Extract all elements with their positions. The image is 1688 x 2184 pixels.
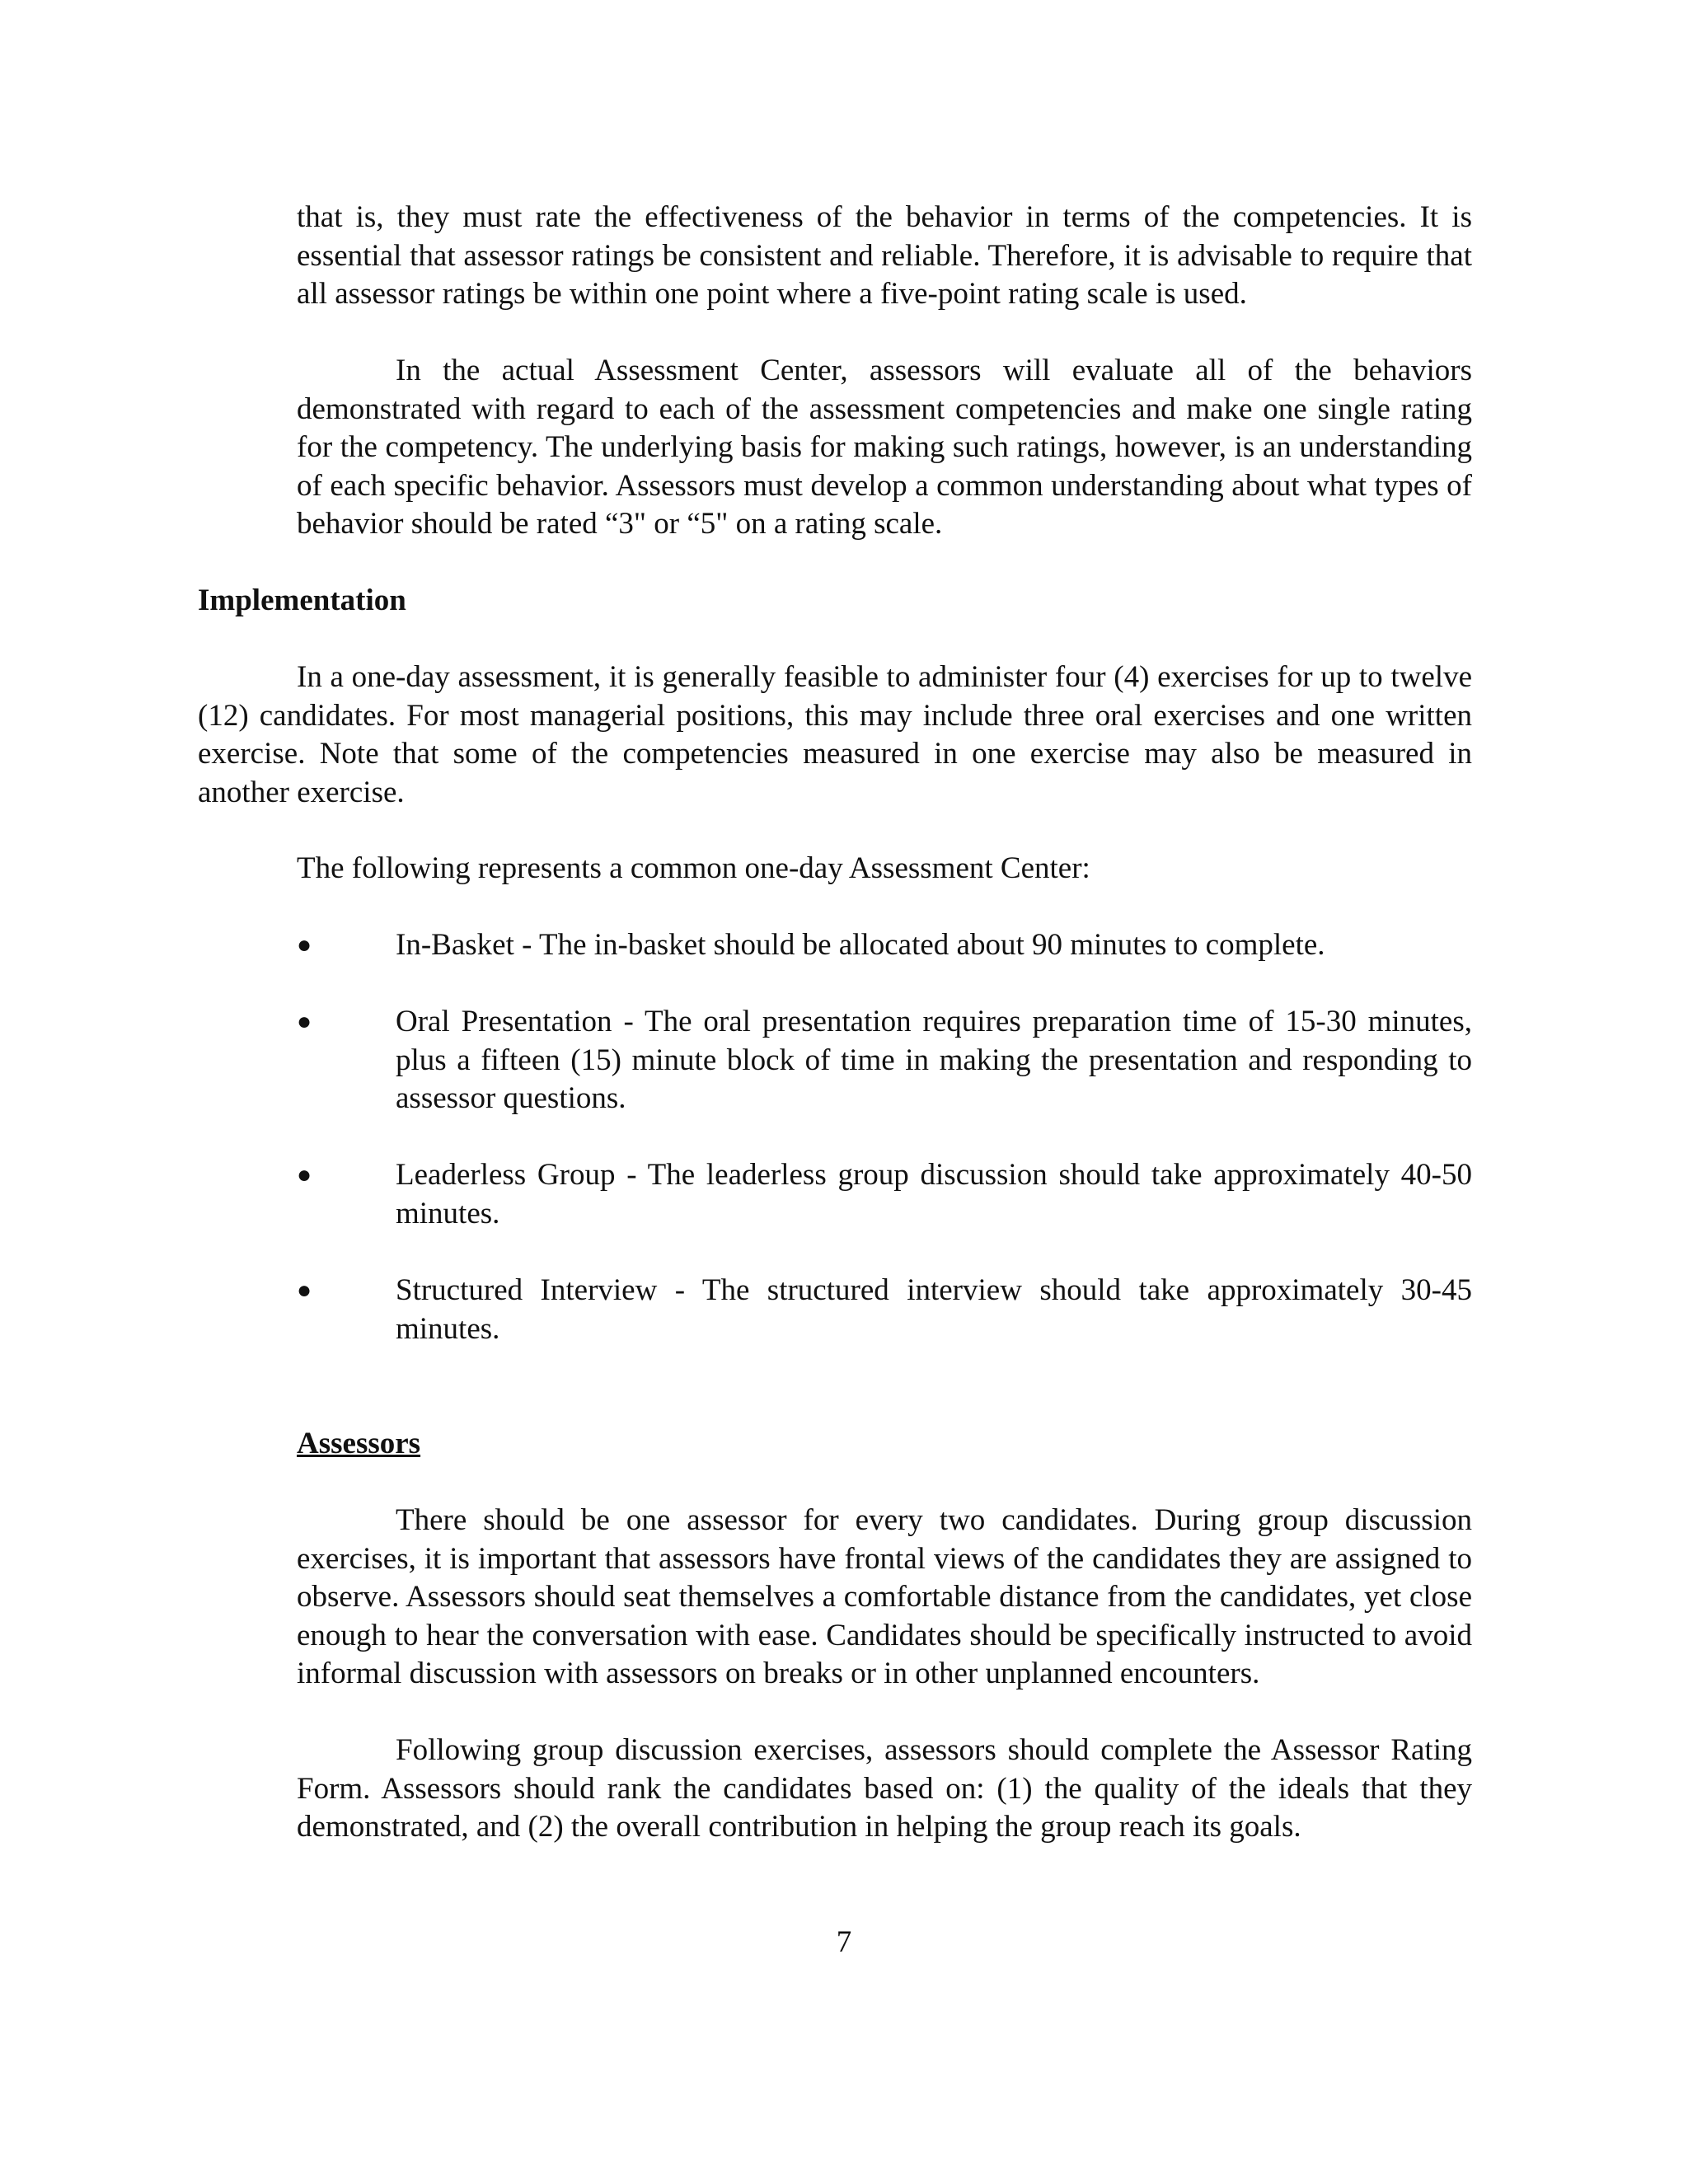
continuation-paragraph: that is, they must rate the effectiveness of the behavior in terms of the competencies. It is essential that assessor ratings be consistent and reliable. Therefore, it is advisable to require that all assessor ratings be within one point where a five-point rating scale is used. — [297, 200, 1472, 311]
bullet-icon: ● — [297, 1161, 312, 1188]
bullet-icon: ● — [297, 931, 312, 958]
implementation-intro: The following represents a common one-day Assessment Center: — [297, 851, 1090, 885]
implementation-paragraph: In a one-day assessment, it is generally feasible to administer four (4) exercises for up to twelve (12) candidates. For most managerial positions, this may include three oral exercises and one written exercise. Note that some of the competencies measured in one exercise may also be measured in another exercise. — [198, 660, 1472, 809]
assessors-heading: Assessors — [297, 1427, 421, 1460]
bullet-icon: ● — [297, 1008, 312, 1035]
bullet-icon: ● — [297, 1277, 312, 1304]
rating-form-paragraph: Following group discussion exercises, assessors should complete the Assessor Rating Form. Assessors should rank the candidates based on: (1) the quality of the ideals that they demonstrated, and (2) the overall contribution in helping the group reach its goals. — [297, 1733, 1472, 1844]
assessors-paragraph: There should be one assessor for every two candidates. During group discussion exercises, it is important that assessors have frontal views of the candidates they are assigned to observe. Assessors should seat themselves a comfortable distance from the candidates, yet close enough to hear the conversation with ease. Candidates should be specifically instructed to avoid informal discussion with assessors on breaks or in other unplanned encounters. — [297, 1503, 1472, 1690]
list-item-text: Oral Presentation - The oral presentation requires preparation time of 15-30 minutes, plus a fifteen (15) minute block of time in making the presentation and responding to assessor questions. — [396, 1005, 1472, 1115]
assessment-center-paragraph: In the actual Assessment Center, assessors will evaluate all of the behaviors demonstrated with regard to each of the assessment competencies and make one single rating for the competency. The underlying basis for making such ratings, however, is an understanding of each specific behavior. Assessors must develop a common understanding about what types of behavior should be rated “3" or “5" on a rating scale. — [297, 354, 1472, 541]
implementation-heading: Implementation — [198, 583, 406, 617]
page-number: 7 — [836, 1925, 852, 1959]
list-item-text: In-Basket - The in-basket should be allocated about 90 minutes to complete. — [396, 928, 1325, 962]
list-item-text: Leaderless Group - The leaderless group discussion should take approximately 40-50 minutes. — [396, 1158, 1472, 1230]
list-item-text: Structured Interview - The structured interview should take approximately 30-45 minutes. — [396, 1273, 1472, 1346]
